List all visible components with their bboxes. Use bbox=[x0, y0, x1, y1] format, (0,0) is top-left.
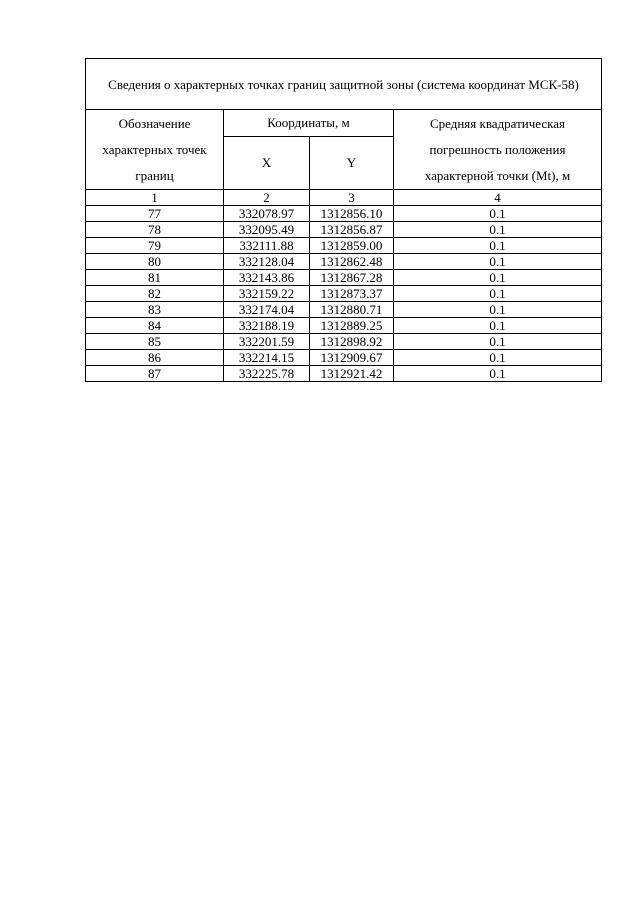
mt-error: 0.1 bbox=[394, 286, 602, 302]
y-coordinate: 1312867.28 bbox=[310, 270, 394, 286]
y-coordinate: 1312898.92 bbox=[310, 334, 394, 350]
x-coordinate: 332225.78 bbox=[224, 366, 310, 382]
point-number: 79 bbox=[86, 238, 224, 254]
y-coordinate: 1312862.48 bbox=[310, 254, 394, 270]
x-coordinate: 332214.15 bbox=[224, 350, 310, 366]
point-number: 87 bbox=[86, 366, 224, 382]
point-number: 86 bbox=[86, 350, 224, 366]
header-error: Средняя квадратическая погрешность положения характерной точки (Mt), м bbox=[394, 110, 602, 190]
y-coordinate: 1312856.87 bbox=[310, 222, 394, 238]
x-coordinate: 332188.19 bbox=[224, 318, 310, 334]
mt-error: 0.1 bbox=[394, 270, 602, 286]
mt-error: 0.1 bbox=[394, 350, 602, 366]
mt-error: 0.1 bbox=[394, 206, 602, 222]
mt-error: 0.1 bbox=[394, 254, 602, 270]
x-coordinate: 332174.04 bbox=[224, 302, 310, 318]
point-number: 78 bbox=[86, 222, 224, 238]
y-coordinate: 1312856.10 bbox=[310, 206, 394, 222]
header-x: X bbox=[224, 137, 310, 190]
header-coordinates: Координаты, м bbox=[224, 110, 394, 137]
point-number: 85 bbox=[86, 334, 224, 350]
caption-row bbox=[86, 59, 602, 110]
x-coordinate: 332111.88 bbox=[224, 238, 310, 254]
y-coordinate: 1312889.25 bbox=[310, 318, 394, 334]
mt-error: 0.1 bbox=[394, 222, 602, 238]
y-coordinate: 1312859.00 bbox=[310, 238, 394, 254]
header-row-top bbox=[86, 110, 602, 137]
table-row bbox=[86, 206, 602, 222]
column-number: 4 bbox=[394, 190, 602, 206]
mt-error: 0.1 bbox=[394, 334, 602, 350]
table-caption: Сведения о характерных точках границ защитной зоны (система координат МСК-58) bbox=[86, 59, 602, 110]
table-row bbox=[86, 270, 602, 286]
x-coordinate: 332143.86 bbox=[224, 270, 310, 286]
table-row bbox=[86, 302, 602, 318]
y-coordinate: 1312880.71 bbox=[310, 302, 394, 318]
column-number: 3 bbox=[310, 190, 394, 206]
mt-error: 0.1 bbox=[394, 318, 602, 334]
mt-error: 0.1 bbox=[394, 238, 602, 254]
table-row bbox=[86, 222, 602, 238]
table-row bbox=[86, 238, 602, 254]
x-coordinate: 332159.22 bbox=[224, 286, 310, 302]
table-row bbox=[86, 366, 602, 382]
x-coordinate: 332095.49 bbox=[224, 222, 310, 238]
column-number: 1 bbox=[86, 190, 224, 206]
y-coordinate: 1312921.42 bbox=[310, 366, 394, 382]
point-number: 83 bbox=[86, 302, 224, 318]
header-designation: Обозначение характерных точек границ bbox=[86, 110, 224, 190]
x-coordinate: 332078.97 bbox=[224, 206, 310, 222]
table-row bbox=[86, 350, 602, 366]
mt-error: 0.1 bbox=[394, 302, 602, 318]
point-number: 84 bbox=[86, 318, 224, 334]
y-coordinate: 1312909.67 bbox=[310, 350, 394, 366]
table-row bbox=[86, 334, 602, 350]
mt-error: 0.1 bbox=[394, 366, 602, 382]
table-row bbox=[86, 254, 602, 270]
y-coordinate: 1312873.37 bbox=[310, 286, 394, 302]
point-number: 77 bbox=[86, 206, 224, 222]
point-number: 80 bbox=[86, 254, 224, 270]
point-number: 81 bbox=[86, 270, 224, 286]
x-coordinate: 332128.04 bbox=[224, 254, 310, 270]
column-number: 2 bbox=[224, 190, 310, 206]
table-row bbox=[86, 318, 602, 334]
boundary-points-table bbox=[85, 58, 602, 382]
column-number-row bbox=[86, 190, 602, 206]
x-coordinate: 332201.59 bbox=[224, 334, 310, 350]
point-number: 82 bbox=[86, 286, 224, 302]
header-y: Y bbox=[310, 137, 394, 190]
table-row bbox=[86, 286, 602, 302]
